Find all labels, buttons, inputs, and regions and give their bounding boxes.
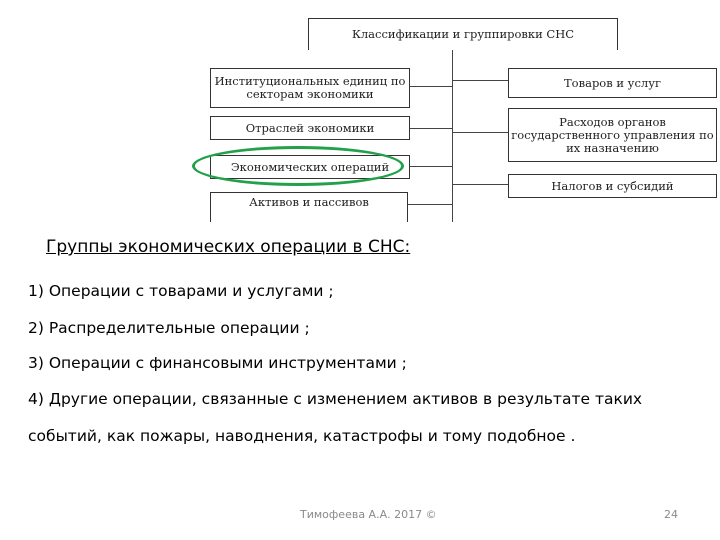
list-item: 3) Операции с финансовыми инструментами ; [28,354,407,372]
connector-left-4 [408,204,452,205]
diagram-title-box [308,18,618,50]
connector-left-1 [408,86,452,87]
left-box-label: Отраслей экономики [245,120,375,135]
right-box-label: Товаров и услуг [564,75,661,90]
left-box-industries [210,116,410,140]
left-box-label: Институциональных единиц по секторам экономики [214,74,406,101]
right-box-goods-services [508,68,717,98]
connector-left-3 [408,166,452,167]
right-box-label: Налогов и субсидий [551,178,674,193]
connector-right-3 [452,184,508,185]
left-box-assets-liabilities [210,192,408,222]
section-heading: Группы экономических операции в СНС: [46,237,411,257]
left-box-label: Активов и пассивов [249,195,369,209]
trunk-line [452,50,453,222]
left-box-institutional-units [210,68,410,108]
list-item: 4) Другие операции, связанные с изменением активов в результате таких [28,390,643,408]
classification-diagram [0,0,720,230]
diagram-title: Классификации и группировки СНС [351,27,575,41]
page-number: 24 [664,508,678,521]
list-item: 2) Распределительные операции ; [28,319,310,337]
list-item: 1) Операции с товарами и услугами ; [28,282,334,300]
list-item-continuation: событий, как пожары, наводнения, катастрофы и тому подобное . [28,427,576,445]
connector-left-2 [408,128,452,129]
left-box-label: Экономических операций [230,159,390,174]
right-box-taxes-subsidies [508,174,717,198]
right-box-government-expenditure [508,108,717,162]
highlight-ellipse [192,146,404,186]
connector-right-2 [452,132,508,133]
right-box-label: Расходов органов государственного управления по их назначению [511,114,714,155]
footer-author: Тимофеева А.А. 2017 © [300,508,437,521]
connector-right-1 [452,80,508,81]
